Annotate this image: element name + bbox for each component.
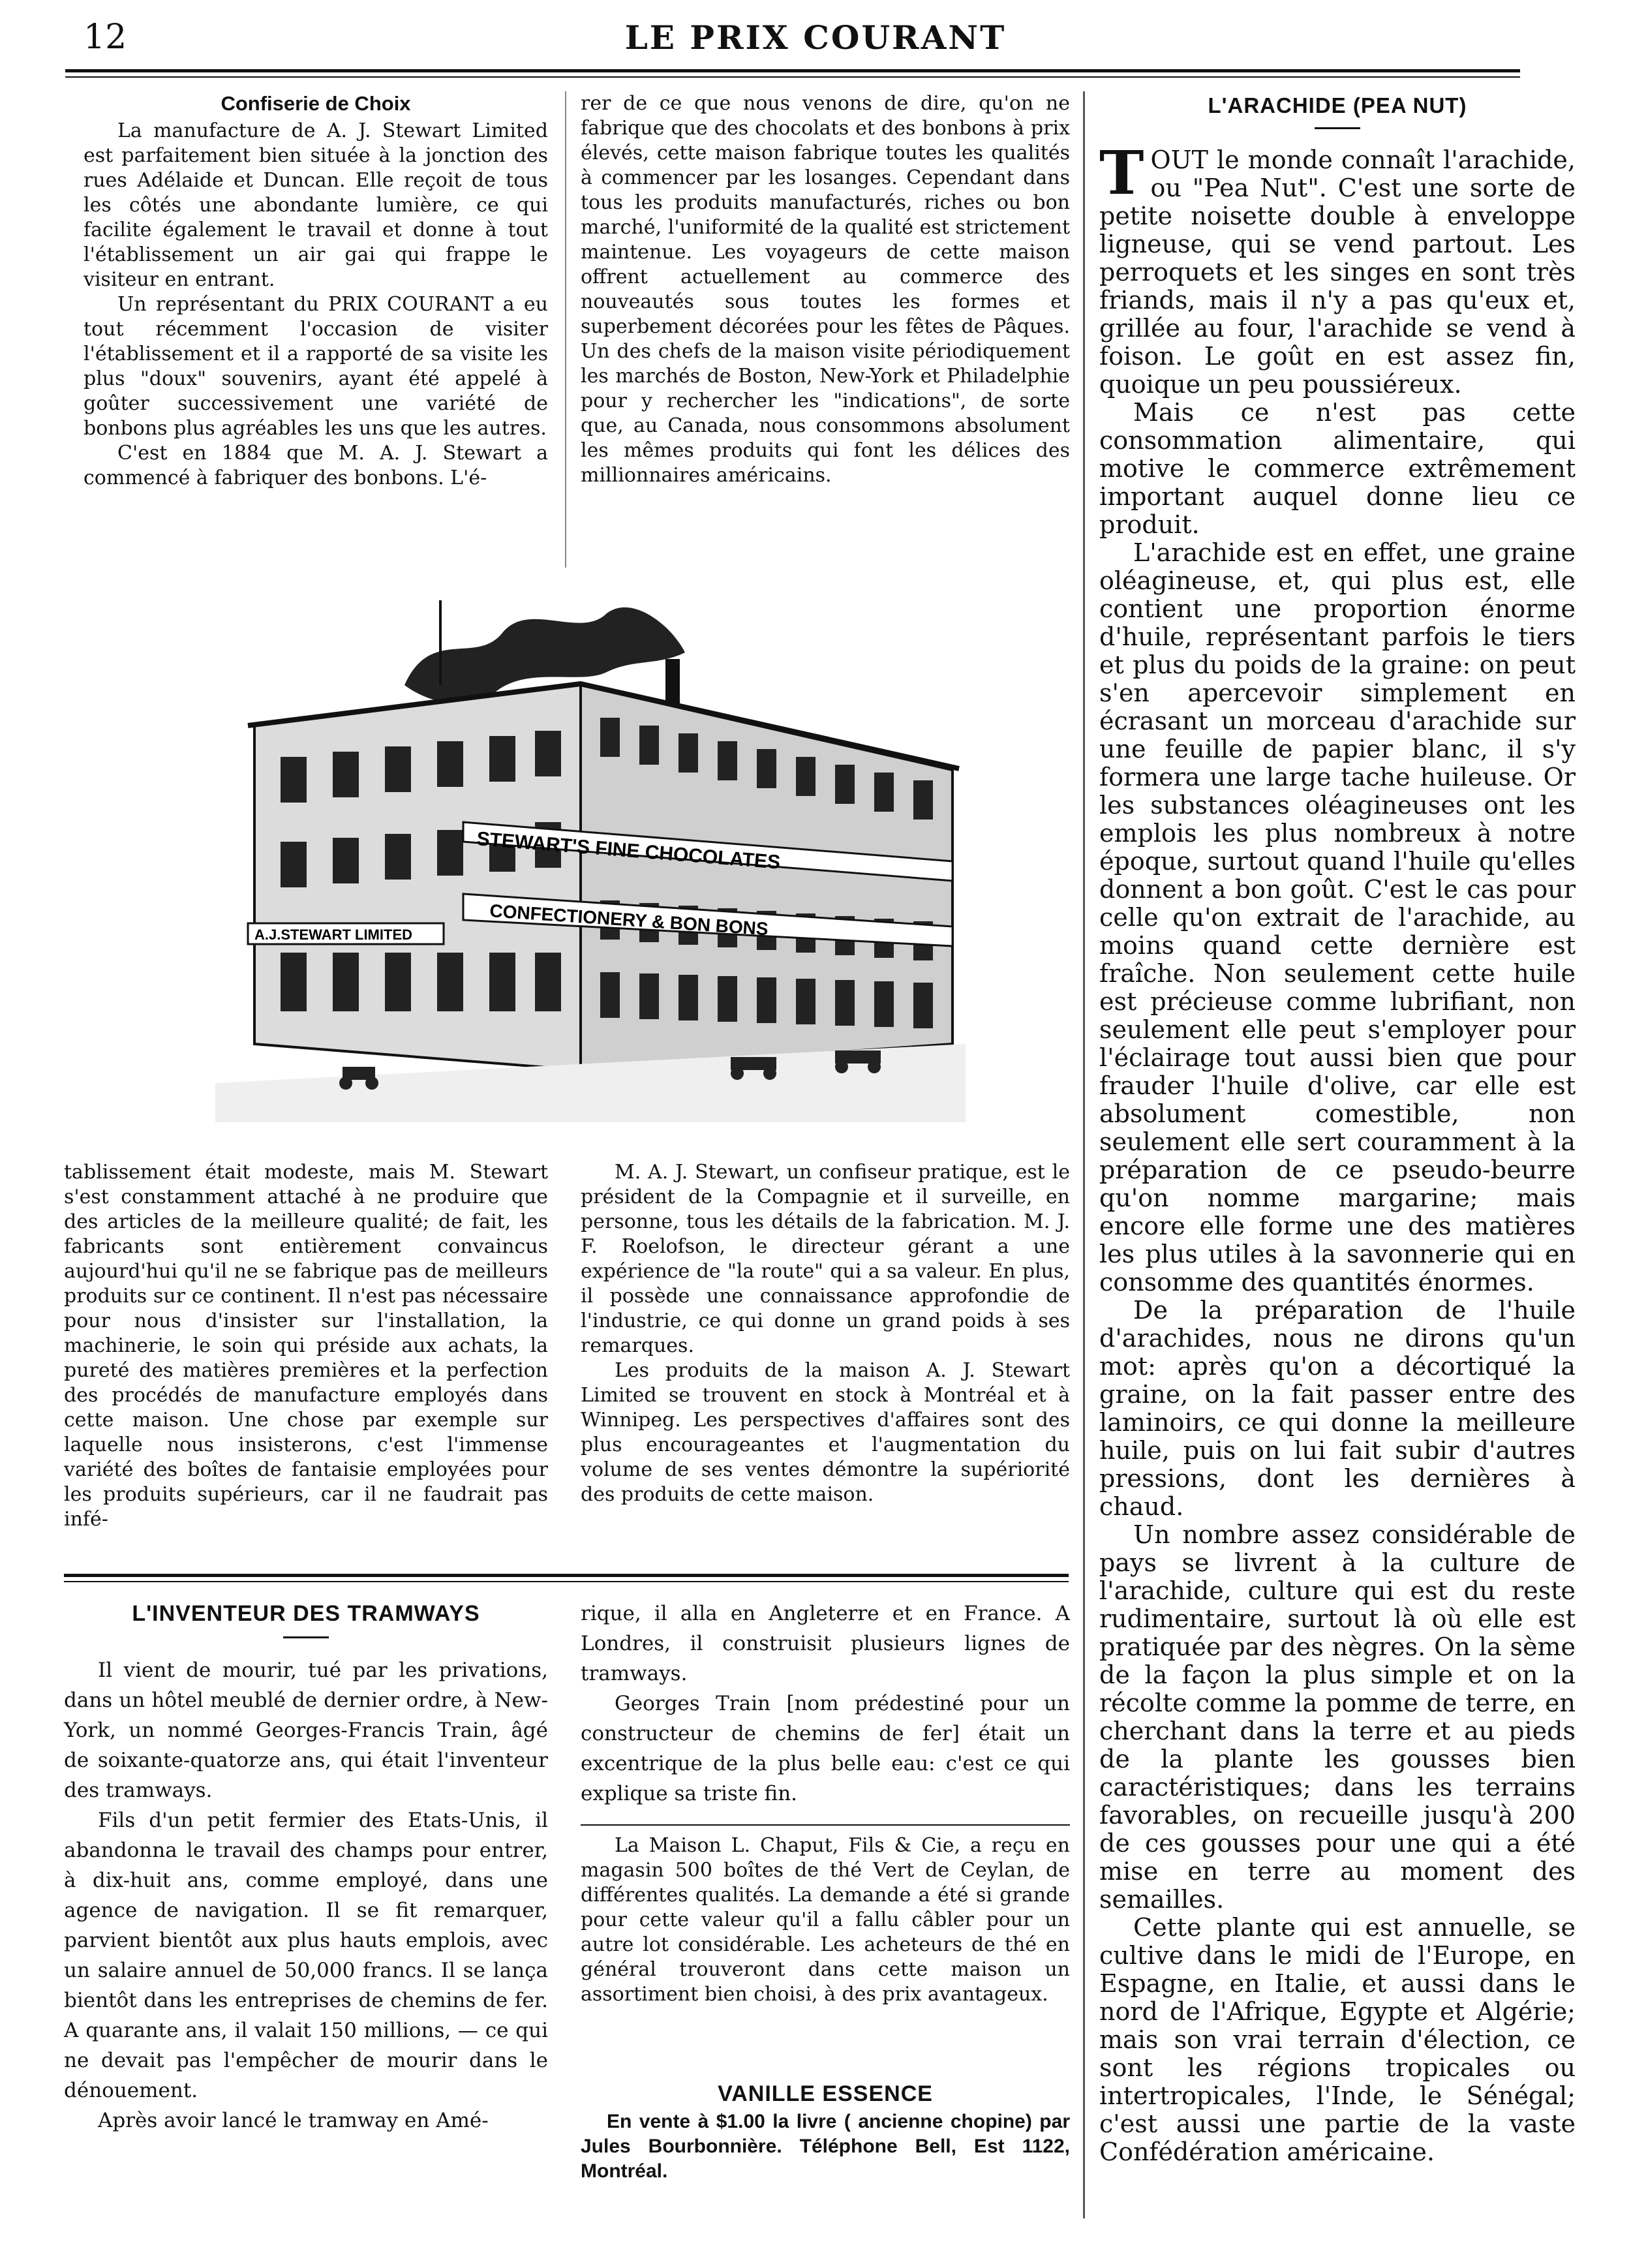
- arachide-title: L'ARACHIDE (PEA NUT): [1208, 93, 1467, 117]
- factory-illustration: [215, 587, 966, 1122]
- sign-left: A.J.STEWART LIMITED: [254, 927, 412, 943]
- arachide-p3: L'arachide est en effet, une graine oléagineuse, et, qui plus est, elle contient une proportion énorme d'huile, représentant parfois le tiers et plus du poids de la graine: on peut s'en apercevoir simplement en écrasant un morceau d'arachide sur une feuille de papier blanc, il s'y formera une large tache huileuse. Or les substances oléagineuses ont les emplois les plus nombreux à notre époque, surtout quand l'huile qu'elles donnent a bon goût. C'est le cas pour celle qu'on extrait de l'arachide, au moins quand cette dernière est fraîche. Non seulement cette huile est précieuse comme lubrifiant, non seulement elle peut s'employer pour l'éclairage tout aussi bien que pour frauder l'huile d'olive, car elle est absolument comestible, non seulement elle sert couramment à la préparation de ce pseudo-beurre qu'on nomme margarine; mais encore elle forme une des matières les plus utiles à la savonnerie qui en consomme des quantités énormes.: [1099, 538, 1576, 1296]
- inventeur-p1: Il vient de mourir, tué par les privations, dans un hôtel meublé de dernier ordre, à New-York, un nommé Georges-Francis Train, âgé de soixante-quatorze ans, qui était l'inventeur des tramways.: [64, 1659, 548, 1802]
- confiserie-title: Confiserie de Choix: [221, 92, 411, 115]
- dropcap-letter: T: [1099, 138, 1144, 208]
- inventeur-p4: rique, il alla en Angleterre et en France. A Londres, il construisit plusieurs lignes de tramways.: [581, 1602, 1070, 1685]
- arachide-p4: De la préparation de l'huile d'arachides, nous ne dirons qu'un mot: après qu'on a décortiqué la graine, on la fait passer entre des laminoirs, ce qui donne la meilleure huile, puis on lui fait subir d'autres pressions, dont les dernières à chaud.: [1099, 1296, 1576, 1521]
- confiserie-col-4: [581, 1160, 1070, 1507]
- arachide-p1-text: OUT le monde connaît l'arachide, ou "Pea Nut". C'est une sorte de petite noisette double à enveloppe ligneuse, qui se vend partout. Les perroquets et les singes en sont très friands, mais il n'y a pas qu'eux et, grillée au four, l'arachide se vend à foison. Le goût en est assez fin, quoique un peu poussiéreux.: [1099, 146, 1576, 399]
- chaput-rule: [581, 1824, 1070, 1826]
- confiserie-col-3: [64, 1160, 548, 1532]
- page-number: 12: [84, 18, 127, 57]
- inventeur-p5: Georges Train [nom prédestiné pour un constructeur de chemins de fer] était un excentrique de la plus belle eau: c'est ce qui explique sa triste fin.: [581, 1692, 1070, 1805]
- sign-bottom: CONFECTIONERY & BON BONS: [489, 900, 769, 940]
- confiserie-p5: tablissement était modeste, mais M. Stewart s'est constamment attaché à ne produire que des articles de la meilleure qualité; de fait, les fabricants sont entièrement convaincus aujourd'hui qu'il ne se fabrique pas de meilleurs produits sur ce continent. Il n'est pas nécessaire pour nous d'insister sur l'installation, la machinerie, le soin qui préside aux achats, la pureté des matières premières et la perfection des procédés de manufacture employés dans cette maison. Une chose par exemple sur laquelle nous insisterons, c'est l'immense variété des boîtes de fantaisie employées pour les produits supérieurs, car il ne faudrait pas infé-: [64, 1161, 548, 1531]
- section-divider: [64, 1574, 1069, 1577]
- factory-building-image: [215, 587, 966, 1122]
- section-divider-thin: [64, 1581, 1069, 1582]
- arachide-p5: Un nombre assez considérable de pays se livrent à la culture de l'arachide, culture qui est du reste rudimentaire, surtout là où elle est pratiquée par des nègres. On la sème de la façon la plus simple et on la récolte comme la pomme de terre, en cherchant dans la terre et au pieds de la plante les gousses bien caractéristiques; dans les terrains favorables, on recueille jusqu'à 200 de ces gousses pour une qui a été mise en terre au moment des semailles.: [1099, 1520, 1576, 1914]
- journal-title: LE PRIX COURANT: [624, 18, 1007, 57]
- inventeur-rule: [283, 1636, 329, 1638]
- vanille-title: VANILLE ESSENCE: [718, 2081, 933, 2106]
- inventeur-col-2: [581, 1599, 1070, 1809]
- confiserie-col-2: [581, 91, 1070, 488]
- arachide-p6: Cette plante qui est annuelle, se cultive dans le midi de l'Europe, en Espagne, en Italie, et aussi dans le nord de l'Afrique, Egypte et Algérie; mais son vrai terrain d'élection, ce sont les régions tropicales ou intertropicales, l'Inde, le Sénégal; c'est aussi une partie de la vaste Confédération américaine.: [1099, 1913, 1576, 2166]
- confiserie-p6: M. A. J. Stewart, un confiseur pratique, est le président de la Compagnie et il surveille, en personne, tous les détails de la fabrication. M. J. F. Roelofson, le directeur gérant a une expérience de "la route" qui a sa valeur. En plus, il possède une connaissance approfondie de l'industrie, ce qui donne un grand poids à ses remarques.: [581, 1161, 1070, 1357]
- arachide-rule: [1315, 127, 1360, 129]
- inventeur-p2: Fils d'un petit fermier des Etats-Unis, il abandonna le travail des champs pour entrer, à dix-huit ans, comme employé, dans une agence de navigation. Il se fit remarquer, parvient bientôt aux plus hauts emplois, avec un salaire annuel de 50,000 francs. Il se lança bientôt dans les entreprises de chemins de fer. A quarante ans, il valait 150 millions, — ce qui ne devait pas l'empêcher de mourir dans le dénouement.: [64, 1809, 548, 2102]
- inventeur-title: L'INVENTEUR DES TRAMWAYS: [132, 1601, 480, 1626]
- confiserie-p3: C'est en 1884 que M. A. J. Stewart a commencé à fabriquer des bonbons. L'é-: [84, 442, 548, 489]
- confiserie-p1: La manufacture de A. J. Stewart Limited est parfaitement bien située à la jonction des rues Adélaide et Duncan. Elle reçoit de tous les côtés une abondante lumière, ce qui facilite également le travail et donne à tout l'établissement un air gai qui frappe le visiteur en entrant.: [84, 119, 548, 291]
- arachide-p2: Mais ce n'est pas cette consommation alimentaire, qui motive le commerce extrêmement important auquel donne lieu ce produit.: [1099, 398, 1576, 539]
- vanille-block: [581, 2081, 1070, 2184]
- confiserie-p4: rer de ce que nous venons de dire, qu'on ne fabrique que des chocolats et des bonbons à prix élevés, cette maison fabrique toutes les qualités à commencer par les losanges. Cependant dans tous les produits manufacturés, riches ou bon marché, l'uniformité de la qualité est strictement maintenue. Les voyageurs de cette maison offrent actuellement au commerce des nouveautés sous toutes les formes et superbement décorées pour les fêtes de Pâques. Un des chefs de la maison visite périodiquement les marchés de Boston, New-York et Philadelphie pour y rechercher les "indications", de sorte que, au Canada, nous consommons absolument les mêmes produits qui font les délices des millionnaires américains.: [581, 92, 1070, 487]
- header-rule-thin: [65, 76, 1520, 78]
- chaput-text: La Maison L. Chaput, Fils & Cie, a reçu en magasin 500 boîtes de thé Vert de Ceylan, de différentes qualités. La demande a été si grande pour cette valeur qu'il a fallu câbler pour un autre lot considérable. Les acheteurs de thé en général trouveront dans cette maison un assortiment bien choisi, à des prix avantageux.: [581, 1834, 1070, 2006]
- confiserie-p7: Les produits de la maison A. J. Stewart Limited se trouvent en stock à Montréal et à Winnipeg. Les perspectives d'affaires sont des plus encourageantes et l'augmentation du volume de ses ventes démontre la supériorité des produits de cette maison.: [581, 1359, 1070, 1506]
- vanille-text: En vente à $1.00 la livre ( ancienne chopine) par Jules Bourbonnière. Téléphone Bell, Est 1122, Montréal.: [581, 2111, 1070, 2182]
- confiserie-p2: Un représentant du PRIX COURANT a eu tout récemment l'occasion de visiter l'établissement et il a rapporté de sa visite les plus "doux" souvenirs, ayant été appelé à goûter successivement une variété de bonbons plus agréables les uns que les autres.: [84, 293, 548, 440]
- inventeur-p3: Après avoir lancé le tramway en Amé-: [98, 2109, 489, 2132]
- column-rule-1: [565, 91, 566, 568]
- arachide-col: [1099, 91, 1576, 2166]
- sign-top: STEWART'S FINE CHOCOLATES: [476, 828, 782, 874]
- arachide-p1: [1099, 138, 1576, 399]
- column-rule-2: [1083, 91, 1085, 2218]
- inventeur-col-1: [64, 1599, 548, 2136]
- confiserie-col-1: [84, 91, 548, 491]
- header-rule: [65, 69, 1520, 72]
- chaput-block: [581, 1833, 1070, 2007]
